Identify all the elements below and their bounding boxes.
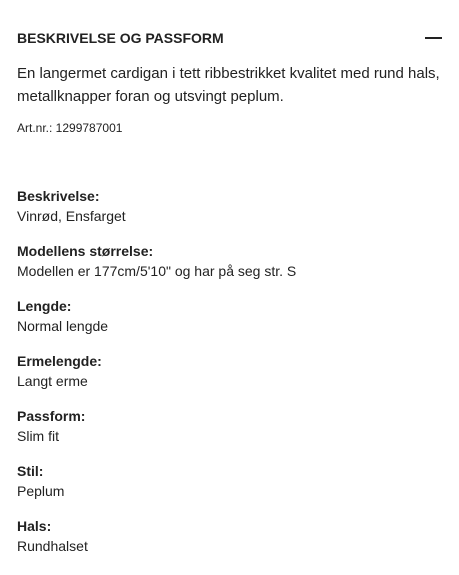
attribute-label: Lengde: <box>17 298 72 314</box>
attribute-description <box>17 186 442 241</box>
attribute-label: Beskrivelse: <box>17 188 100 204</box>
attribute-neckline <box>17 516 442 571</box>
attribute-label: Hals: <box>17 518 52 534</box>
attribute-value: Normal lengde <box>17 318 109 334</box>
attribute-sleeve-length <box>17 351 442 406</box>
minus-icon[interactable] <box>425 37 442 39</box>
attribute-fit <box>17 406 442 461</box>
attribute-value: Peplum <box>17 483 65 499</box>
attribute-label: Modellens størrelse: <box>17 243 154 259</box>
attribute-length <box>17 296 442 351</box>
attribute-value: Rundhalset <box>17 538 88 554</box>
attribute-label: Ermelengde: <box>17 353 102 369</box>
section-header-toggle[interactable] <box>17 27 443 49</box>
attribute-value: Modellen er 177cm/5'10" og har på seg str. S <box>17 263 297 279</box>
section-title: BESKRIVELSE OG PASSFORM <box>17 30 224 46</box>
attribute-list <box>17 186 442 571</box>
attribute-value: Vinrød, Ensfarget <box>17 208 126 224</box>
product-description: En langermet cardigan i tett ribbestrikket kvalitet med rund hals, metallknapper foran og utsvingt peplum. <box>17 65 440 105</box>
article-number: Art.nr.: 1299787001 <box>17 121 123 135</box>
attribute-value: Slim fit <box>17 428 59 444</box>
attribute-value: Langt erme <box>17 373 88 389</box>
attribute-label: Passform: <box>17 408 86 424</box>
attribute-label: Stil: <box>17 463 44 479</box>
attribute-model-size <box>17 241 442 296</box>
attribute-style <box>17 461 442 516</box>
